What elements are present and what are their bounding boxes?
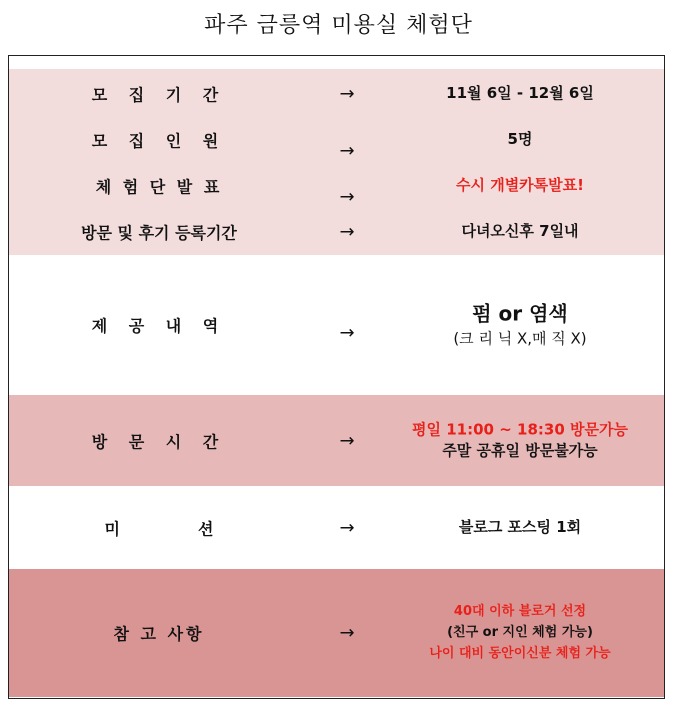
arrow-icon: →: [339, 140, 355, 162]
info-table: [8, 55, 665, 699]
value-offer-sub: (크 리 닉 X,매 직 X): [453, 329, 587, 348]
label-offer: 제 공 내 역: [91, 316, 227, 336]
value-visit-weekday: 평일 11:00 ~ 18:30 방문가능: [412, 419, 628, 438]
arrow-icon: →: [339, 186, 355, 208]
label-recruit-count: 모 집 인 원: [91, 131, 227, 151]
value-mission: 블로그 포스팅 1회: [458, 517, 582, 536]
label-visit-time: 방 문 시 간: [91, 432, 227, 451]
value-offer-main: 펌 or 염색: [472, 301, 568, 326]
arrow-icon: →: [339, 517, 355, 538]
value-offer: [379, 300, 661, 351]
value-visit-time: [379, 419, 661, 463]
row-mission: [9, 486, 664, 569]
row-announcement: [9, 168, 664, 208]
value-notes-line2: (친구 or 지인 체험 가능): [447, 624, 593, 640]
page-title: 파주 금릉역 미용실 체험단: [204, 13, 473, 38]
row-recruit-count: [9, 122, 664, 162]
value-notes-line1: 40대 이하 블로거 선정: [453, 603, 587, 619]
value-review-period: 다녀오신후 7일내: [461, 222, 579, 241]
arrow-icon: →: [339, 622, 355, 644]
label-review-period: 방문 및 후기 등록기간: [81, 223, 237, 243]
arrow-icon: →: [339, 221, 355, 243]
value-visit-weekend: 주말 공휴일 방문불가능: [442, 441, 598, 460]
value-announcement: 수시 개별카톡발표!: [456, 176, 584, 195]
label-mission: [9, 516, 309, 539]
row-review-period: [9, 214, 664, 250]
row-offer: [9, 255, 664, 395]
value-recruit-count: 5명: [507, 130, 533, 149]
arrow-icon: →: [339, 83, 355, 105]
value-notes-line3: 나이 대비 동안이신분 체험 가능: [429, 645, 611, 661]
label-announcement: 체 험 단 발 표: [95, 177, 223, 197]
value-recruit-period: 11월 6일 - 12월 6일: [446, 84, 594, 103]
label-mission-a: 미: [104, 519, 120, 538]
value-notes: [379, 602, 661, 664]
row-notes: [9, 569, 664, 697]
arrow-icon: →: [339, 430, 355, 451]
arrow-icon: →: [339, 322, 355, 344]
row-recruit-period: [9, 76, 664, 112]
label-recruit-period: 모 집 기 간: [91, 85, 227, 105]
row-visit-time: [9, 395, 664, 486]
label-mission-b: 션: [198, 519, 214, 538]
label-notes: 참 고 사항: [113, 624, 205, 644]
